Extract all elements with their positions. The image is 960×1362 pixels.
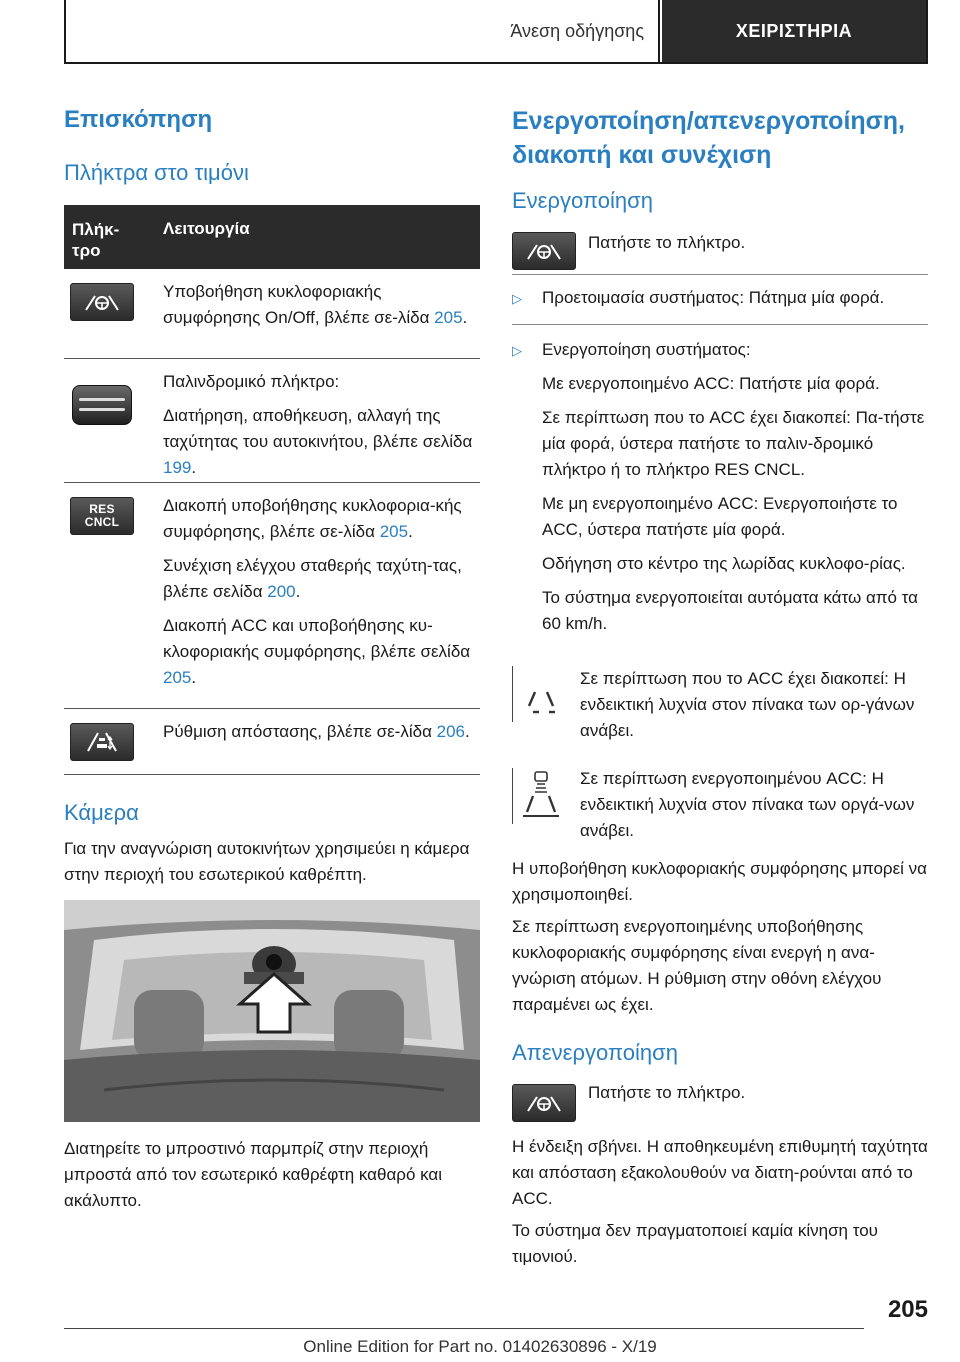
distance-key-icon [70,723,134,761]
overview-title: Επισκόπηση [64,106,213,133]
page-header [64,0,928,64]
activation-steps [512,284,928,637]
lane-indicator-interrupted-icon [512,666,568,722]
camera-caption: Διατηρείτε το μπροστινό παρμπρίζ στην περιοχή μπροστά από τον εσωτερικό καθρέφτη καθαρό και ακάλυπτο. [64,1139,443,1210]
page-link[interactable]: 200 [267,582,296,601]
keys-table [64,205,480,775]
footer-edition: Online Edition for Part no. 01402630896 - X/19 [303,1337,657,1356]
row2-text: Διατήρηση, αποθήκευση, αλλαγή της ταχύτητας του αυτοκινήτου, βλέπε σελίδα 199. [163,406,473,477]
activate-heading: Ενεργοποίηση [512,188,653,213]
right-para-3: Η ένδειξη σβήνει. Η αποθηκευμένη επιθυμητή ταχύτητα και απόσταση εξακολουθούν να διατη-ρούνται από το ACC. [512,1137,928,1208]
col-key-header: Πλήκ- τρο [72,220,120,261]
camera-title: Κάμερα [64,800,139,825]
row4-text: Ρύθμιση απόστασης, βλέπε σε-λίδα 206. [163,722,470,741]
camera-photo [64,900,480,1122]
table-header [64,205,480,269]
list-item: ▷ Ενεργοποίηση συστήματος: Με ενεργοποιημένο ACC: Πατήστε μία φορά. Σε περίπτωση που το ACC έχει διακοπεί: Πα-τήστε μία φορά, ύστερα πατήστε το παλιν-δρομικό πλήκτρο ή το πλήκτρο RES CNCL. Με μη ενεργοποιημένο ACC: Ενεργοποιήστε το ACC, ύστερα πατήστε μία φορά. Οδήγηση στο κέντρο της λωρίδας κυκλοφο-ρίας. Το σύστημα ενεργοποιείται αυτόματα κάτω από τα 60 km/h. [512,340,925,633]
row3-text-1: Διακοπή υποβοήθησης κυκλοφορια-κής συμφόρησης, βλέπε σε-λίδα 205. [163,496,462,541]
header-chapter-title: ΧΕΙΡΙΣΤΗΡΙΑ [662,0,926,62]
page-link[interactable]: 199 [163,458,192,477]
press-key-text: Πατήστε το πλήκτρο. [588,233,746,252]
camera-text: Για την αναγνώριση αυτοκινήτων χρησιμεύει η κάμερα στην περιοχή του εσωτερικού καθρέπτη. [64,839,470,884]
page-number: 205 [887,1296,928,1323]
lane-indicator-active-icon [512,768,568,824]
header-section-title: Άνεση οδήγησης [66,0,660,62]
steering-assist-key-icon [70,283,134,321]
right-para-2: Σε περίπτωση ενεργοποιημένης υποβοήθησης κυκλοφοριακής συμφόρησης είναι ενεργή η ανα-γνώριση ατόμων. Η ρύθμιση στην οθόνη ελέγχου παραμένει ως έχει. [512,917,882,1014]
table-row [64,709,480,775]
list-item: ▷ Προετοιμασία συστήματος: Πάτημα μία φορά. [512,288,885,307]
page-link[interactable]: 205 [163,668,192,687]
table-row [64,359,480,483]
indicator2-text: Σε περίπτωση ενεργοποιημένου ACC: Η ενδεικτική λυχνία στον πίνακα των οργά-νων ανάβει. [580,769,915,840]
table-row [64,483,480,709]
right-para-1: Η υποβοήθηση κυκλοφοριακής συμφόρησης μπορεί να χρησιμοποιηθεί. [512,859,927,904]
page-link[interactable]: 205 [434,308,463,327]
activation-title: Ενεργοποίηση/απενεργοποίηση, διακοπή και συνέχιση [512,107,905,169]
page-link[interactable]: 205 [379,522,409,541]
steering-assist-key-icon [512,232,576,270]
res-cncl-key-icon: RES CNCL [70,497,134,535]
row1-text: Υποβοήθηση κυκλοφοριακής συμφόρησης On/Off, βλέπε σε-λίδα 205. [163,282,468,327]
page-link[interactable]: 206 [436,722,466,741]
row3-text-3: Διακοπή ACC και υποβοήθησης κυ-κλοφοριακής συμφόρησης, βλέπε σελίδα 205. [163,616,471,687]
row2-label: Παλινδρομικό πλήκτρο: [163,372,340,391]
steering-wheel-keys-subtitle: Πλήκτρα στο τιμόνι [64,160,249,185]
row3-text-2: Συνέχιση ελέγχου σταθερής ταχύτη-τας, βλέπε σελίδα 200. [163,556,462,601]
deactivate-heading: Απενεργοποίηση [512,1040,678,1065]
col-function-header: Λειτουργία [163,219,250,238]
table-row [64,269,480,359]
indicator1-text: Σε περίπτωση που το ACC έχει διακοπεί: Η ενδεικτική λυχνία στον πίνακα των ορ-γάνων ανάβει. [580,669,915,740]
press-key-text-2: Πατήστε το πλήκτρο. [588,1083,746,1102]
footer-divider [64,1328,864,1329]
steering-assist-key-icon [512,1084,576,1122]
right-para-4: Το σύστημα δεν πραγματοποιεί καμία κίνηση του τιμονιού. [512,1221,878,1266]
rocker-switch-icon [70,373,134,437]
